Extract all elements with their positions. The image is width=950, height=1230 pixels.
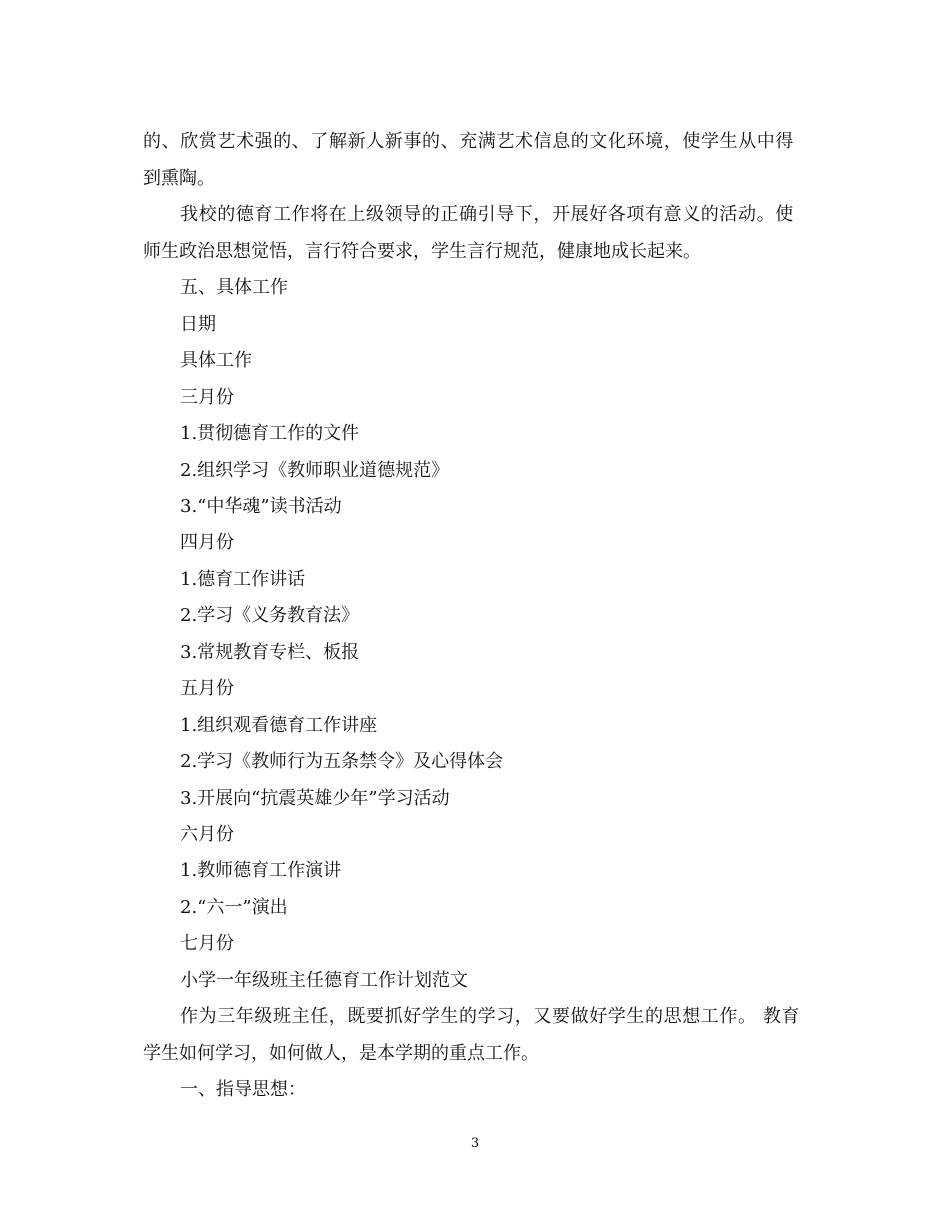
text-line: 学生如何学习，如何做人，是本学期的重点工作。: [143, 1043, 539, 1064]
list-item: 3.常规教育专栏、板报: [180, 642, 360, 663]
list-item: 1.贯彻德育工作的文件: [180, 423, 360, 444]
list-item: 2.学习《教师行为五条禁令》及心得体会: [180, 751, 504, 772]
list-item: 2.组织学习《教师职业道德规范》: [180, 460, 450, 481]
list-item: 1.教师德育工作演讲: [180, 860, 342, 881]
text-line: 师生政治思想觉悟，言行符合要求，学生言行规范，健康地成长起来。: [143, 241, 701, 262]
month-label: 三月份: [180, 387, 234, 408]
text-line: 作为三年级班主任，既要抓好学生的学习，又要做好学生的思想工作。 教育: [180, 1006, 801, 1027]
article-title: 小学一年级班主任德育工作计划范文: [180, 970, 468, 991]
list-item: 3.开展向“抗震英雄少年”学习活动: [180, 788, 450, 809]
list-item: 2.“六一”演出: [180, 897, 288, 918]
section-heading: 五、具体工作: [180, 277, 288, 298]
list-item: 3.“中华魂”读书活动: [180, 496, 342, 517]
list-item: 1.组织观看德育工作讲座: [180, 715, 378, 736]
text-line: 我校的德育工作将在上级领导的正确引导下，开展好各项有意义的活动。使: [180, 204, 794, 225]
month-label: 五月份: [180, 678, 234, 699]
text-line: 到熏陶。: [143, 168, 215, 189]
text-line: 具体工作: [180, 350, 252, 371]
month-label: 七月份: [180, 933, 234, 954]
list-item: 1.德育工作讲话: [180, 569, 306, 590]
month-label: 六月份: [180, 824, 234, 845]
page-number: 3: [470, 1136, 480, 1151]
text-line: 日期: [180, 314, 216, 335]
list-item: 2.学习《义务教育法》: [180, 605, 360, 626]
month-label: 四月份: [180, 532, 234, 553]
section-heading: 一、指导思想：: [180, 1079, 306, 1100]
text-line: 的、欣赏艺术强的、了解新人新事的、充满艺术信息的文化环境，使学生从中得: [143, 131, 794, 152]
